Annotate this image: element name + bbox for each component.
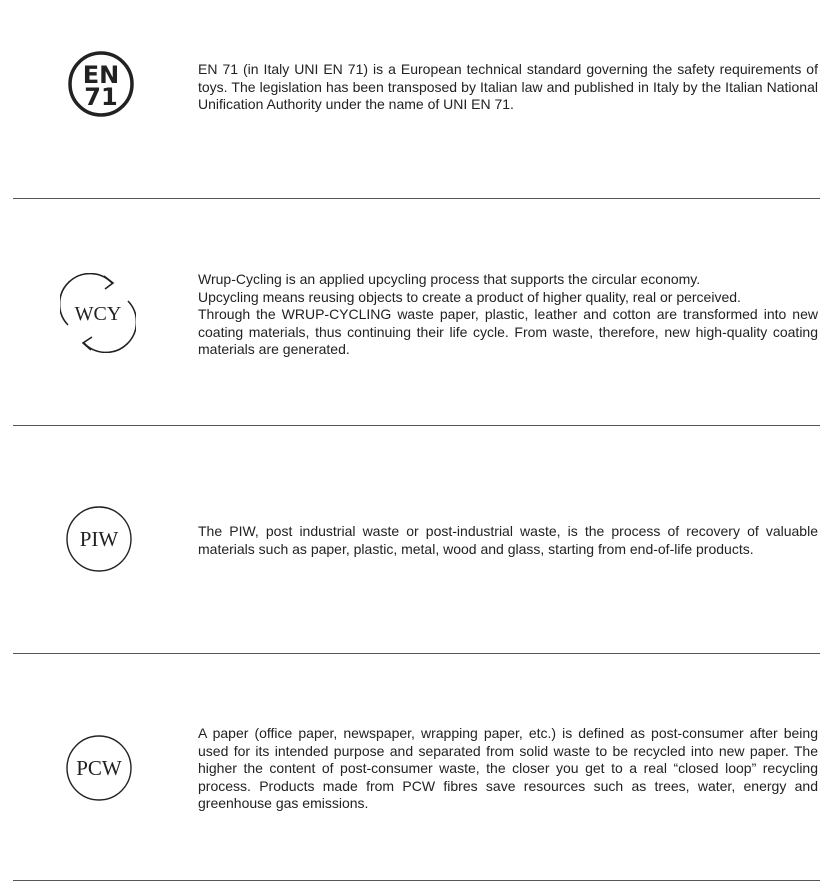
paragraph: A paper (office paper, newspaper, wrapping paper, etc.) is defined as post-consumer after being used for its intended purpose and separated from solid waste to be recycled into new paper. The higher the content of post-consumer waste, the closer you get to a real “closed loop” recycling process. Products made from PCW fibres save resources such as trees, water, energy and greenhouse gas emissions. bbox=[198, 725, 818, 811]
paragraph: EN 71 (in Italy UNI EN 71) is a European technical standard governing the safety requirements of toys. The legislation has been transposed by Italian law and published in Italy by the Italian National Unification Authority under the name of UNI EN 71. bbox=[198, 61, 818, 112]
piw-description bbox=[198, 523, 818, 558]
wcy-description bbox=[198, 271, 818, 359]
paragraph: Through the WRUP-CYCLING waste paper, plastic, leather and cotton are transformed into new coating materials, thus continuing their life cycle. From waste, therefore, new high-quality coating materials are generated. bbox=[198, 306, 818, 357]
pcw-badge-text: PCW bbox=[76, 756, 122, 780]
wcy-badge-text: WCY bbox=[74, 303, 122, 325]
en71-badge-icon bbox=[64, 47, 138, 121]
circle-badge-icon bbox=[64, 733, 134, 803]
paragraph: The PIW, post industrial waste or post-industrial waste, is the process of recovery of valuable materials such as paper, plastic, metal, wood and glass, starting from end-of-life products. bbox=[198, 523, 818, 557]
en71-description bbox=[198, 61, 818, 114]
section-piw bbox=[0, 426, 831, 653]
pcw-description bbox=[198, 725, 818, 813]
section-divider bbox=[13, 880, 820, 881]
section-pcw bbox=[0, 654, 831, 880]
piw-badge-text: PIW bbox=[79, 527, 119, 551]
en71-badge-bottom-text: 71 bbox=[84, 83, 118, 111]
recycle-arrows-icon bbox=[60, 273, 136, 353]
circle-badge-icon bbox=[64, 504, 134, 574]
section-wcy bbox=[0, 199, 831, 425]
paragraph: Wrup-Cycling is an applied upcycling process that supports the circular economy. bbox=[198, 271, 701, 287]
section-en71 bbox=[0, 0, 831, 198]
paragraph: Upcycling means reusing objects to create a product of higher quality, real or perceived. bbox=[198, 288, 741, 305]
en71-badge-top-text: EN bbox=[82, 61, 120, 89]
